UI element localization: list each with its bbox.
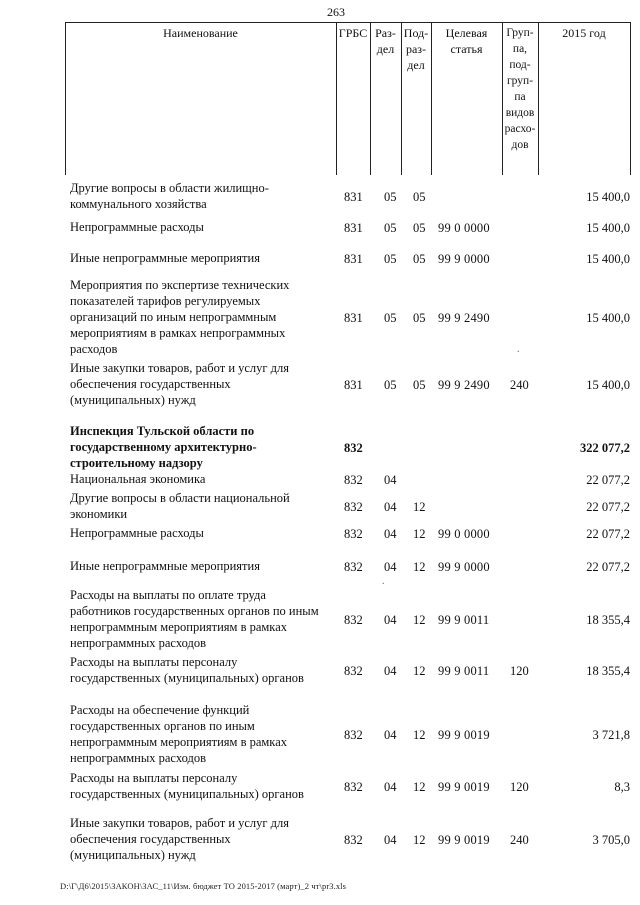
row-cs: 99 9 0011 — [438, 613, 490, 627]
row-razdel: 05 — [384, 221, 397, 235]
row-podrazdel: 12 — [413, 527, 426, 541]
row-razdel: 04 — [384, 527, 397, 541]
row-grbs: 832 — [344, 560, 363, 574]
row-grbs: 832 — [344, 613, 363, 627]
header-podrazdel: Под- раз- дел — [403, 26, 429, 72]
row-podrazdel: 12 — [413, 780, 426, 794]
row-razdel: 05 — [384, 190, 397, 204]
row-razdel: 04 — [384, 613, 397, 627]
header-grbs: ГРБС — [338, 26, 368, 40]
row-amount: 15 400,0 — [586, 252, 630, 266]
row-podrazdel: 12 — [413, 833, 426, 847]
row-podrazdel: 05 — [413, 311, 426, 325]
row-name: Иные закупки товаров, работ и услуг для обеспечения государственных (муниципальных) нужд — [70, 361, 290, 407]
row-podrazdel: 05 — [413, 190, 426, 204]
row-razdel: 04 — [384, 560, 397, 574]
row-razdel: 04 — [384, 833, 397, 847]
file-path-footer: D:\Г\Д6\2015\ЗАКОН\ЗАС_11\Изм. бюджет ТО 2015-2017 (март)_2 чт\pr3.xls — [60, 881, 347, 891]
row-podrazdel: 12 — [413, 500, 426, 514]
row-grbs: 832 — [344, 441, 363, 455]
scan-mark: . — [517, 344, 520, 355]
row-amount: 3 705,0 — [592, 833, 630, 847]
row-cs: 99 0 0000 — [438, 221, 490, 235]
row-razdel: 05 — [384, 378, 397, 392]
row-podrazdel: 05 — [413, 378, 426, 392]
row-cs: 99 9 0000 — [438, 252, 490, 266]
row-grbs: 832 — [344, 664, 363, 678]
row-cs: 99 0 0000 — [438, 527, 490, 541]
row-podrazdel: 05 — [413, 221, 426, 235]
row-cs: 99 9 2490 — [438, 311, 490, 325]
header-name: Наименование — [163, 26, 238, 40]
row-amount: 22 077,2 — [586, 560, 630, 574]
row-name: Расходы на выплаты персоналу государственных (муниципальных) органов — [70, 655, 304, 685]
row-grp: 240 — [510, 833, 529, 847]
row-name: Другие вопросы в области жилищно- коммунального хозяйства — [70, 181, 269, 211]
row-amount: 22 077,2 — [586, 527, 630, 541]
header-celevaya-statya: Целевая статья — [445, 26, 488, 56]
row-name: Непрограммные расходы — [70, 526, 204, 540]
row-name: Другие вопросы в области национальной экономики — [70, 491, 290, 521]
page-number: 263 — [327, 5, 345, 19]
scan-mark: . — [382, 576, 385, 587]
row-cs: 99 9 0011 — [438, 664, 490, 678]
row-razdel: 04 — [384, 728, 397, 742]
row-name: Иные закупки товаров, работ и услуг для обеспечения государственных (муниципальных) нужд — [70, 816, 290, 862]
row-amount: 3 721,8 — [592, 728, 630, 742]
row-amount: 15 400,0 — [586, 311, 630, 325]
row-grbs: 832 — [344, 500, 363, 514]
row-razdel: 04 — [384, 500, 397, 514]
row-grp: 120 — [510, 780, 529, 794]
row-amount: 8,3 — [614, 780, 630, 794]
row-name: Национальная экономика — [70, 472, 206, 486]
row-amount: 15 400,0 — [586, 221, 630, 235]
row-name: Иные непрограммные мероприятия — [70, 559, 260, 573]
row-cs: 99 9 2490 — [438, 378, 490, 392]
row-grp: 120 — [510, 664, 529, 678]
row-grbs: 832 — [344, 833, 363, 847]
row-podrazdel: 12 — [413, 664, 426, 678]
row-razdel: 04 — [384, 780, 397, 794]
row-grbs: 832 — [344, 473, 363, 487]
row-cs: 99 9 0019 — [438, 833, 490, 847]
row-amount: 15 400,0 — [586, 378, 630, 392]
row-razdel: 04 — [384, 664, 397, 678]
row-amount: 15 400,0 — [586, 190, 630, 204]
row-cs: 99 9 0000 — [438, 560, 490, 574]
row-grbs: 831 — [344, 190, 363, 204]
row-name: Иные непрограммные мероприятия — [70, 251, 260, 265]
row-grbs: 831 — [344, 378, 363, 392]
row-razdel: 05 — [384, 311, 397, 325]
row-podrazdel: 05 — [413, 252, 426, 266]
row-grbs: 831 — [344, 221, 363, 235]
row-amount: 322 077,2 — [580, 441, 630, 455]
header-gruppa-vidov-rashodov: Груп- па, под- груп- па видов расхо- дов — [504, 27, 536, 151]
row-name: Мероприятия по экспертизе технических показателей тарифов регулируемых организаций по иным непрограммным мероприятиям в рамках непрограммных расходов — [70, 278, 290, 356]
row-podrazdel: 12 — [413, 560, 426, 574]
row-podrazdel: 12 — [413, 728, 426, 742]
header-year: 2015 год — [562, 26, 606, 40]
row-amount: 18 355,4 — [586, 613, 630, 627]
row-amount: 18 355,4 — [586, 664, 630, 678]
row-grbs: 831 — [344, 252, 363, 266]
row-grbs: 832 — [344, 527, 363, 541]
row-grp: 240 — [510, 378, 529, 392]
row-grbs: 832 — [344, 780, 363, 794]
row-name: Расходы на выплаты по оплате труда работников государственных органов по иным непрограммным мероприятиям в рамках непрограммных расходов — [70, 588, 319, 650]
row-razdel: 05 — [384, 252, 397, 266]
row-cs: 99 9 0019 — [438, 780, 490, 794]
row-amount: 22 077,2 — [586, 500, 630, 514]
row-amount: 22 077,2 — [586, 473, 630, 487]
row-name: Инспекция Тульской области по государственному архитектурно- строительному надзору — [70, 424, 257, 470]
table-header — [65, 22, 631, 175]
header-razdel: Раз- дел — [375, 26, 396, 56]
row-name: Непрограммные расходы — [70, 220, 204, 234]
row-name: Расходы на обеспечение функций государственных органов по иным непрограммным мероприятиям в рамках непрограммных расходов — [70, 703, 287, 765]
row-name: Расходы на выплаты персоналу государственных (муниципальных) органов — [70, 771, 304, 801]
row-grbs: 832 — [344, 728, 363, 742]
row-cs: 99 9 0019 — [438, 728, 490, 742]
row-podrazdel: 12 — [413, 613, 426, 627]
row-grbs: 831 — [344, 311, 363, 325]
row-razdel: 04 — [384, 473, 397, 487]
